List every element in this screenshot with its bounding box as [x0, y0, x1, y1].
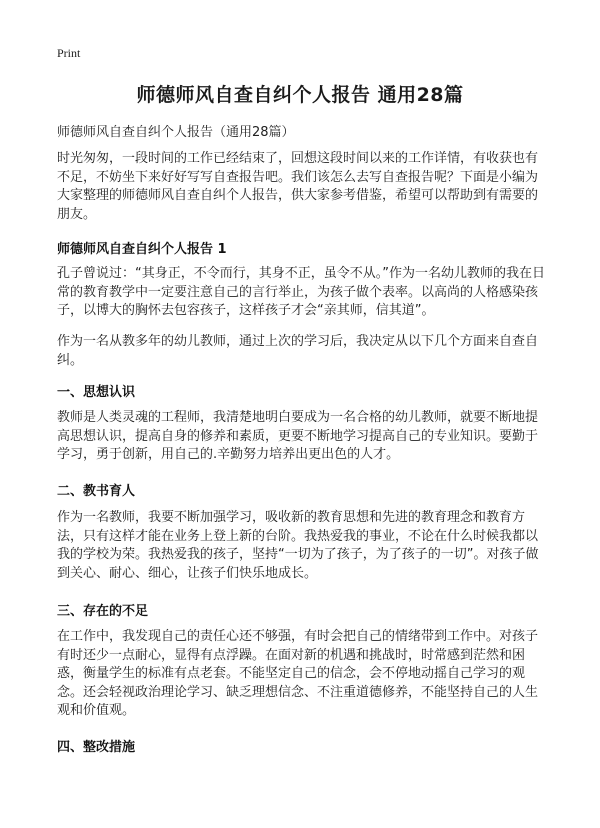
- section-4-heading: 四、整改措施: [57, 740, 136, 755]
- section-1-text: 教师是人类灵魂的工程师，我清楚地明白要成为一名合格的幼儿教师，就要不断地提高思想认识，提高自身的修养和素质，更要不断地学习提高自己的专业知识。要勤于学习，勇于创新，用自己的.辛勤努力培养出更出色的人才。: [57, 410, 539, 462]
- document-subtitle: 师德师风自查自纠个人报告（通用28篇）: [57, 125, 295, 140]
- section-3-heading: 三、存在的不足: [57, 604, 149, 619]
- paragraph-2: 作为一名从教多年的幼儿教师，通过上次的学习后，我决定从以下几个方面来自查自纠。: [57, 334, 539, 368]
- print-link[interactable]: Print: [57, 46, 81, 60]
- report-heading: 师德师风自查自纠个人报告 1: [57, 242, 227, 257]
- section-2-heading: 二、教书育人: [57, 484, 136, 499]
- section-2-text: 作为一名教师，我要不断加强学习，吸收新的教育思想和先进的教育理念和教育方法，只有这样才能在业务上登上新的台阶。我热爱我的事业，不论在什么时候我都以我的学校为荣。我热爱我的孩子，坚持“一切为了孩子，为了孩子的一切”。对孩子做到关心、耐心、细心，让孩子们快乐地成长。: [57, 510, 539, 581]
- section-1-heading: 一、思想认识: [57, 385, 136, 400]
- page-title: 师德师风自查自纠个人报告 通用28篇: [136, 84, 464, 106]
- paragraph-1: 孔子曾说过：“其身正，不令而行，其身不正，虽令不从。”作为一名幼儿教师的我在日常的教育教学中一定要注意自己的言行举止，为孩子做个表率。以高尚的人格感染孩子，以博大的胸怀去包容孩子，这样孩子才会“亲其师，信其道”。: [57, 266, 545, 318]
- intro-paragraph: 时光匆匆，一段时间的工作已经结束了，回想这段时间以来的工作详情，有收获也有不足，不妨坐下来好好写写自查报告吧。我们该怎么去写自查报告呢？下面是小编为大家整理的师德师风自查自纠个人报告，供大家参考借鉴，希望可以帮助到有需要的朋友。: [57, 151, 539, 222]
- section-3-text: 在工作中，我发现自己的责任心还不够强，有时会把自己的情绪带到工作中。对孩子有时还少一点耐心，显得有点浮躁。在面对新的机遇和挑战时，时常感到茫然和困惑，衡量学生的标准有点老套。不能坚定自己的信念，会不停地动摇自己学习的观念。还会轻视政治理论学习、缺乏理想信念、不注重道德修养，不能坚持自己的人生观和价值观。: [57, 629, 539, 718]
